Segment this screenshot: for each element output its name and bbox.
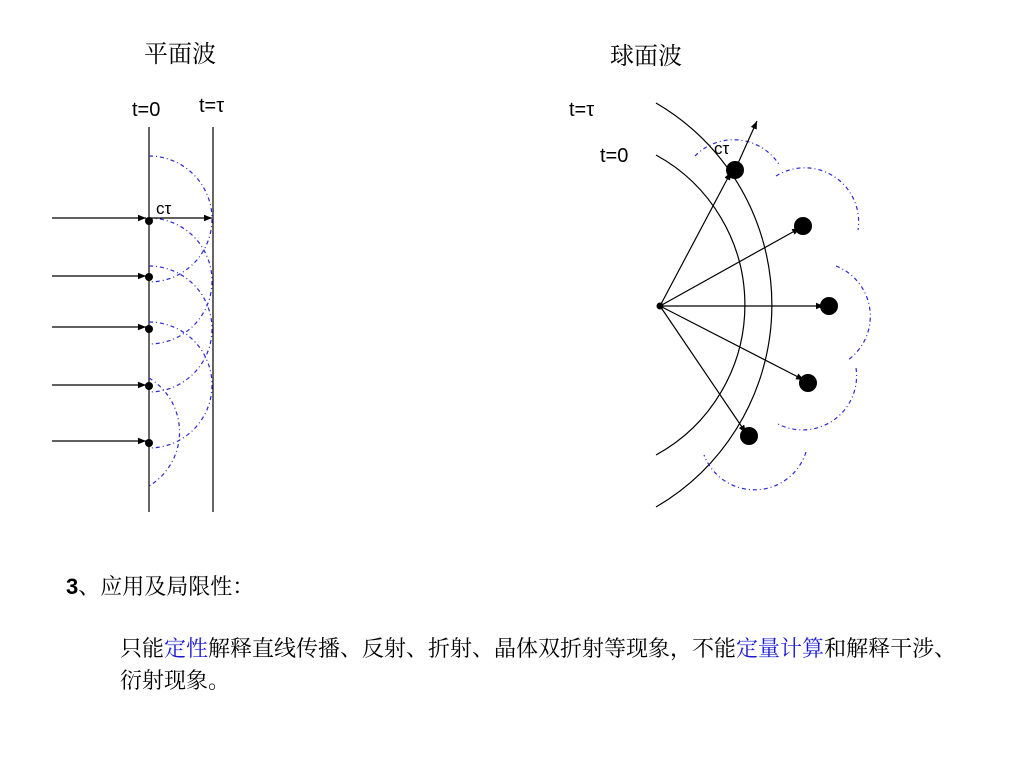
- spherical-rays: [660, 172, 824, 433]
- plane-incident-rays: [52, 218, 146, 441]
- section-heading-text: 、应用及局限性：: [78, 575, 255, 600]
- spherical-ct-label: cτ: [714, 139, 730, 158]
- para-highlight-qualitative: 定性: [164, 637, 209, 662]
- section-heading: [66, 570, 254, 601]
- spherical-t0-label: t=0: [600, 145, 629, 167]
- plane-wave-title: 平面波: [144, 41, 216, 68]
- point-source: [657, 303, 664, 310]
- para-text-2: 解释直线传播、反射、折射、晶体双折射等现象，不能: [208, 637, 737, 662]
- plane-ct-label: cτ: [156, 199, 172, 218]
- spherical-ttau-label: t=τ: [569, 99, 595, 121]
- spherical-wave-title: 球面波: [610, 43, 682, 70]
- para-text-1: 只能: [120, 637, 165, 662]
- section-number: 3: [66, 574, 79, 599]
- para-highlight-quantitative: 定量计算: [736, 637, 825, 662]
- plane-t0-label: t=0: [132, 99, 161, 121]
- spherical-wavefront-ttau: [656, 103, 772, 507]
- spherical-wavefront-t0: [656, 155, 745, 455]
- spherical-wavelets: [695, 140, 870, 490]
- para-text-3: 和解释干涉、衍射现象。: [120, 637, 957, 694]
- spherical-secondary-sources: [726, 161, 838, 445]
- explanation-paragraph: [120, 634, 960, 698]
- spherical-ct-arrow: [735, 121, 757, 170]
- plane-ttau-label: t=τ: [199, 95, 225, 117]
